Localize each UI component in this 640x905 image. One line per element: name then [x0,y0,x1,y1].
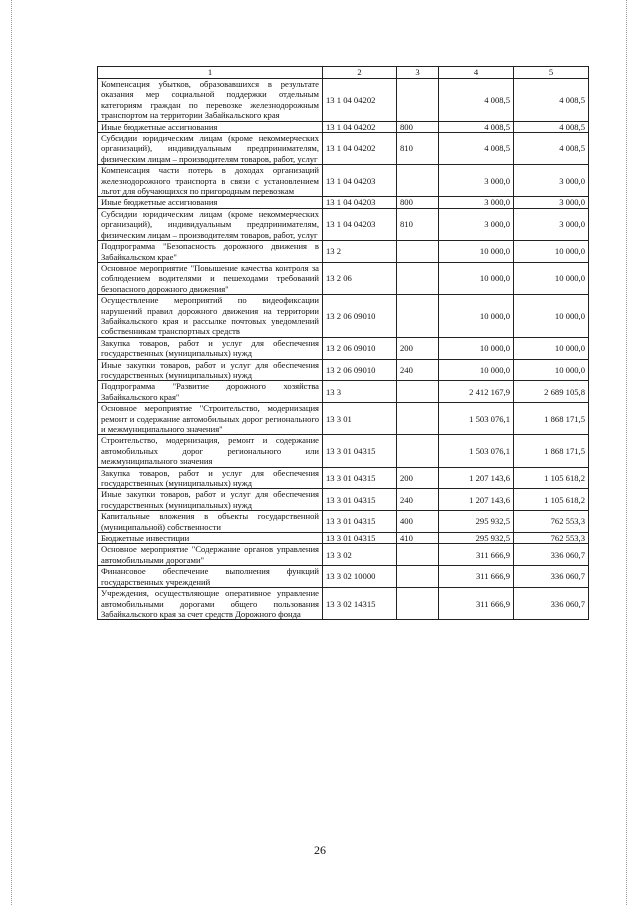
row-code-cell: 13 1 04 04202 [323,79,397,122]
row-name-cell: Основное мероприятие "Содержание органов управления автомобильными дорогами" [98,544,323,566]
table-body [98,79,589,620]
row-name-cell: Иные бюджетные ассигнования [98,197,323,208]
budget-table [97,66,589,620]
page-number: 26 [314,843,326,857]
row-value-year1-cell: 10 000,0 [439,241,514,263]
row-type-cell: 240 [397,359,439,381]
row-value-year1-cell: 3 000,0 [439,165,514,197]
row-value-year1-cell: 1 503 076,1 [439,435,514,467]
table-row [98,295,589,338]
row-type-cell: 810 [397,133,439,165]
row-value-year2-cell: 4 008,5 [514,121,589,132]
scan-edge-right [626,0,627,905]
row-value-year1-cell: 295 932,5 [439,511,514,533]
row-type-cell: 800 [397,121,439,132]
row-value-year1-cell: 10 000,0 [439,359,514,381]
row-name-cell: Основное мероприятие "Повышение качества контроля за соблюдением водителями и пешеходами требований безопасного дорожного движения" [98,262,323,294]
row-code-cell: 13 1 04 04203 [323,208,397,240]
header-col-1: 1 [98,67,323,79]
table-row [98,262,589,294]
row-value-year2-cell: 10 000,0 [514,295,589,338]
row-type-cell [397,588,439,620]
row-value-year2-cell: 1 868 171,5 [514,403,589,435]
row-value-year1-cell: 4 008,5 [439,121,514,132]
row-name-cell: Компенсация убытков, образовавшихся в результате оказания мер социальной поддержки отдельным категориям граждан по перевозке железнодорожным транспортом на территории Забайкальского края [98,79,323,122]
row-value-year2-cell: 4 008,5 [514,79,589,122]
row-type-cell [397,165,439,197]
row-value-year2-cell: 762 553,3 [514,533,589,544]
row-code-cell: 13 2 06 09010 [323,359,397,381]
row-type-cell [397,241,439,263]
row-value-year1-cell: 1 207 143,6 [439,467,514,489]
row-value-year1-cell: 311 666,9 [439,544,514,566]
row-type-cell: 800 [397,197,439,208]
row-value-year2-cell: 1 868 171,5 [514,435,589,467]
row-type-cell: 400 [397,511,439,533]
row-value-year2-cell: 10 000,0 [514,359,589,381]
header-col-4: 4 [439,67,514,79]
row-name-cell: Иные закупки товаров, работ и услуг для обеспечения государственных (муниципальных) нужд [98,359,323,381]
row-value-year2-cell: 762 553,3 [514,511,589,533]
header-col-5: 5 [514,67,589,79]
row-code-cell: 13 1 04 04202 [323,121,397,132]
row-value-year2-cell: 10 000,0 [514,262,589,294]
row-value-year1-cell: 311 666,9 [439,588,514,620]
row-type-cell [397,566,439,588]
row-name-cell: Закупка товаров, работ и услуг для обеспечения государственных (муниципальных) нужд [98,467,323,489]
table-row [98,359,589,381]
row-type-cell [397,544,439,566]
table-row [98,489,589,511]
table-row [98,121,589,132]
row-name-cell: Закупка товаров, работ и услуг для обеспечения государственных (муниципальных) нужд [98,337,323,359]
row-name-cell: Компенсация части потерь в доходах организаций железнодорожного транспорта в связи с установлением льгот для обучающихся по пригородным перевозкам [98,165,323,197]
row-value-year2-cell: 10 000,0 [514,241,589,263]
row-code-cell: 13 3 02 [323,544,397,566]
row-value-year1-cell: 295 932,5 [439,533,514,544]
row-value-year1-cell: 1 503 076,1 [439,403,514,435]
row-value-year2-cell: 4 008,5 [514,133,589,165]
row-code-cell: 13 3 01 04315 [323,533,397,544]
header-col-3: 3 [397,67,439,79]
table-row [98,566,589,588]
row-code-cell: 13 2 06 [323,262,397,294]
row-value-year1-cell: 4 008,5 [439,133,514,165]
table-row [98,511,589,533]
row-type-cell: 410 [397,533,439,544]
row-type-cell: 200 [397,467,439,489]
row-name-cell: Капитальные вложения в объекты государственной (муниципальной) собственности [98,511,323,533]
header-col-2: 2 [323,67,397,79]
row-value-year2-cell: 3 000,0 [514,197,589,208]
row-name-cell: Осуществление мероприятий по видеофиксации нарушений правил дорожного движения на территории Забайкальского края и рассылке почтовых уведомлений собственникам транспортных средств [98,295,323,338]
row-code-cell: 13 3 01 [323,403,397,435]
row-type-cell [397,381,439,403]
row-value-year2-cell: 3 000,0 [514,165,589,197]
scan-edge-left [11,0,12,905]
row-name-cell: Подпрограмма "Развитие дорожного хозяйства Забайкальского края" [98,381,323,403]
row-type-cell [397,295,439,338]
row-value-year2-cell: 1 105 618,2 [514,467,589,489]
table-row [98,208,589,240]
row-value-year1-cell: 4 008,5 [439,79,514,122]
row-code-cell: 13 3 [323,381,397,403]
table-row [98,381,589,403]
row-value-year2-cell: 10 000,0 [514,337,589,359]
row-value-year2-cell: 1 105 618,2 [514,489,589,511]
row-type-cell: 240 [397,489,439,511]
row-value-year1-cell: 2 412 167,9 [439,381,514,403]
row-value-year2-cell: 336 060,7 [514,588,589,620]
row-name-cell: Строительство, модернизация, ремонт и содержание автомобильных дорог регионального или межмуниципального значения [98,435,323,467]
row-name-cell: Подпрограмма "Безопасность дорожного движения в Забайкальском крае" [98,241,323,263]
row-name-cell: Бюджетные инвестиции [98,533,323,544]
row-name-cell: Финансовое обеспечение выполнения функций государственных учреждений [98,566,323,588]
header-row [98,67,589,79]
row-name-cell: Субсидии юридическим лицам (кроме некоммерческих организаций), индивидуальным предпринимателям, физическим лицам – производителям товаров, работ, услуг [98,208,323,240]
row-code-cell: 13 3 01 04315 [323,489,397,511]
table-row [98,337,589,359]
row-name-cell: Основное мероприятие "Строительство, модернизация ремонт и содержание автомобильных дорог регионального и межмуниципального значения" [98,403,323,435]
table-row [98,544,589,566]
table-row [98,403,589,435]
row-code-cell: 13 2 06 09010 [323,337,397,359]
table-row [98,533,589,544]
row-value-year2-cell: 336 060,7 [514,566,589,588]
row-name-cell: Субсидии юридическим лицам (кроме некоммерческих организаций), индивидуальным предпринимателям, физическим лицам – производителям товаров, работ, услуг [98,133,323,165]
table-row [98,588,589,620]
table-row [98,79,589,122]
row-code-cell: 13 1 04 04203 [323,197,397,208]
row-name-cell: Иные закупки товаров, работ и услуг для обеспечения государственных (муниципальных) нужд [98,489,323,511]
table-row [98,197,589,208]
table-row [98,133,589,165]
row-code-cell: 13 3 01 04315 [323,511,397,533]
row-value-year1-cell: 311 666,9 [439,566,514,588]
row-name-cell: Иные бюджетные ассигнования [98,121,323,132]
row-code-cell: 13 3 01 04315 [323,467,397,489]
row-code-cell: 13 1 04 04203 [323,165,397,197]
row-type-cell: 200 [397,337,439,359]
row-code-cell: 13 3 01 04315 [323,435,397,467]
row-name-cell: Учреждения, осуществляющие оперативное управление автомобильными дорогами общего пользования Забайкальского края за счет средств Дорожного фонда [98,588,323,620]
row-code-cell: 13 3 02 14315 [323,588,397,620]
row-value-year1-cell: 1 207 143,6 [439,489,514,511]
row-value-year1-cell: 10 000,0 [439,262,514,294]
row-code-cell: 13 2 06 09010 [323,295,397,338]
row-value-year1-cell: 10 000,0 [439,337,514,359]
row-value-year2-cell: 336 060,7 [514,544,589,566]
table-header [98,67,589,79]
row-value-year1-cell: 3 000,0 [439,208,514,240]
row-type-cell [397,79,439,122]
table-row [98,435,589,467]
row-value-year2-cell: 2 689 105,8 [514,381,589,403]
row-code-cell: 13 2 [323,241,397,263]
table-row [98,165,589,197]
row-type-cell [397,262,439,294]
row-code-cell: 13 1 04 04202 [323,133,397,165]
table-row [98,241,589,263]
row-code-cell: 13 3 02 10000 [323,566,397,588]
row-value-year1-cell: 10 000,0 [439,295,514,338]
table-row [98,467,589,489]
row-value-year1-cell: 3 000,0 [439,197,514,208]
row-value-year2-cell: 3 000,0 [514,208,589,240]
row-type-cell [397,403,439,435]
row-type-cell [397,435,439,467]
row-type-cell: 810 [397,208,439,240]
